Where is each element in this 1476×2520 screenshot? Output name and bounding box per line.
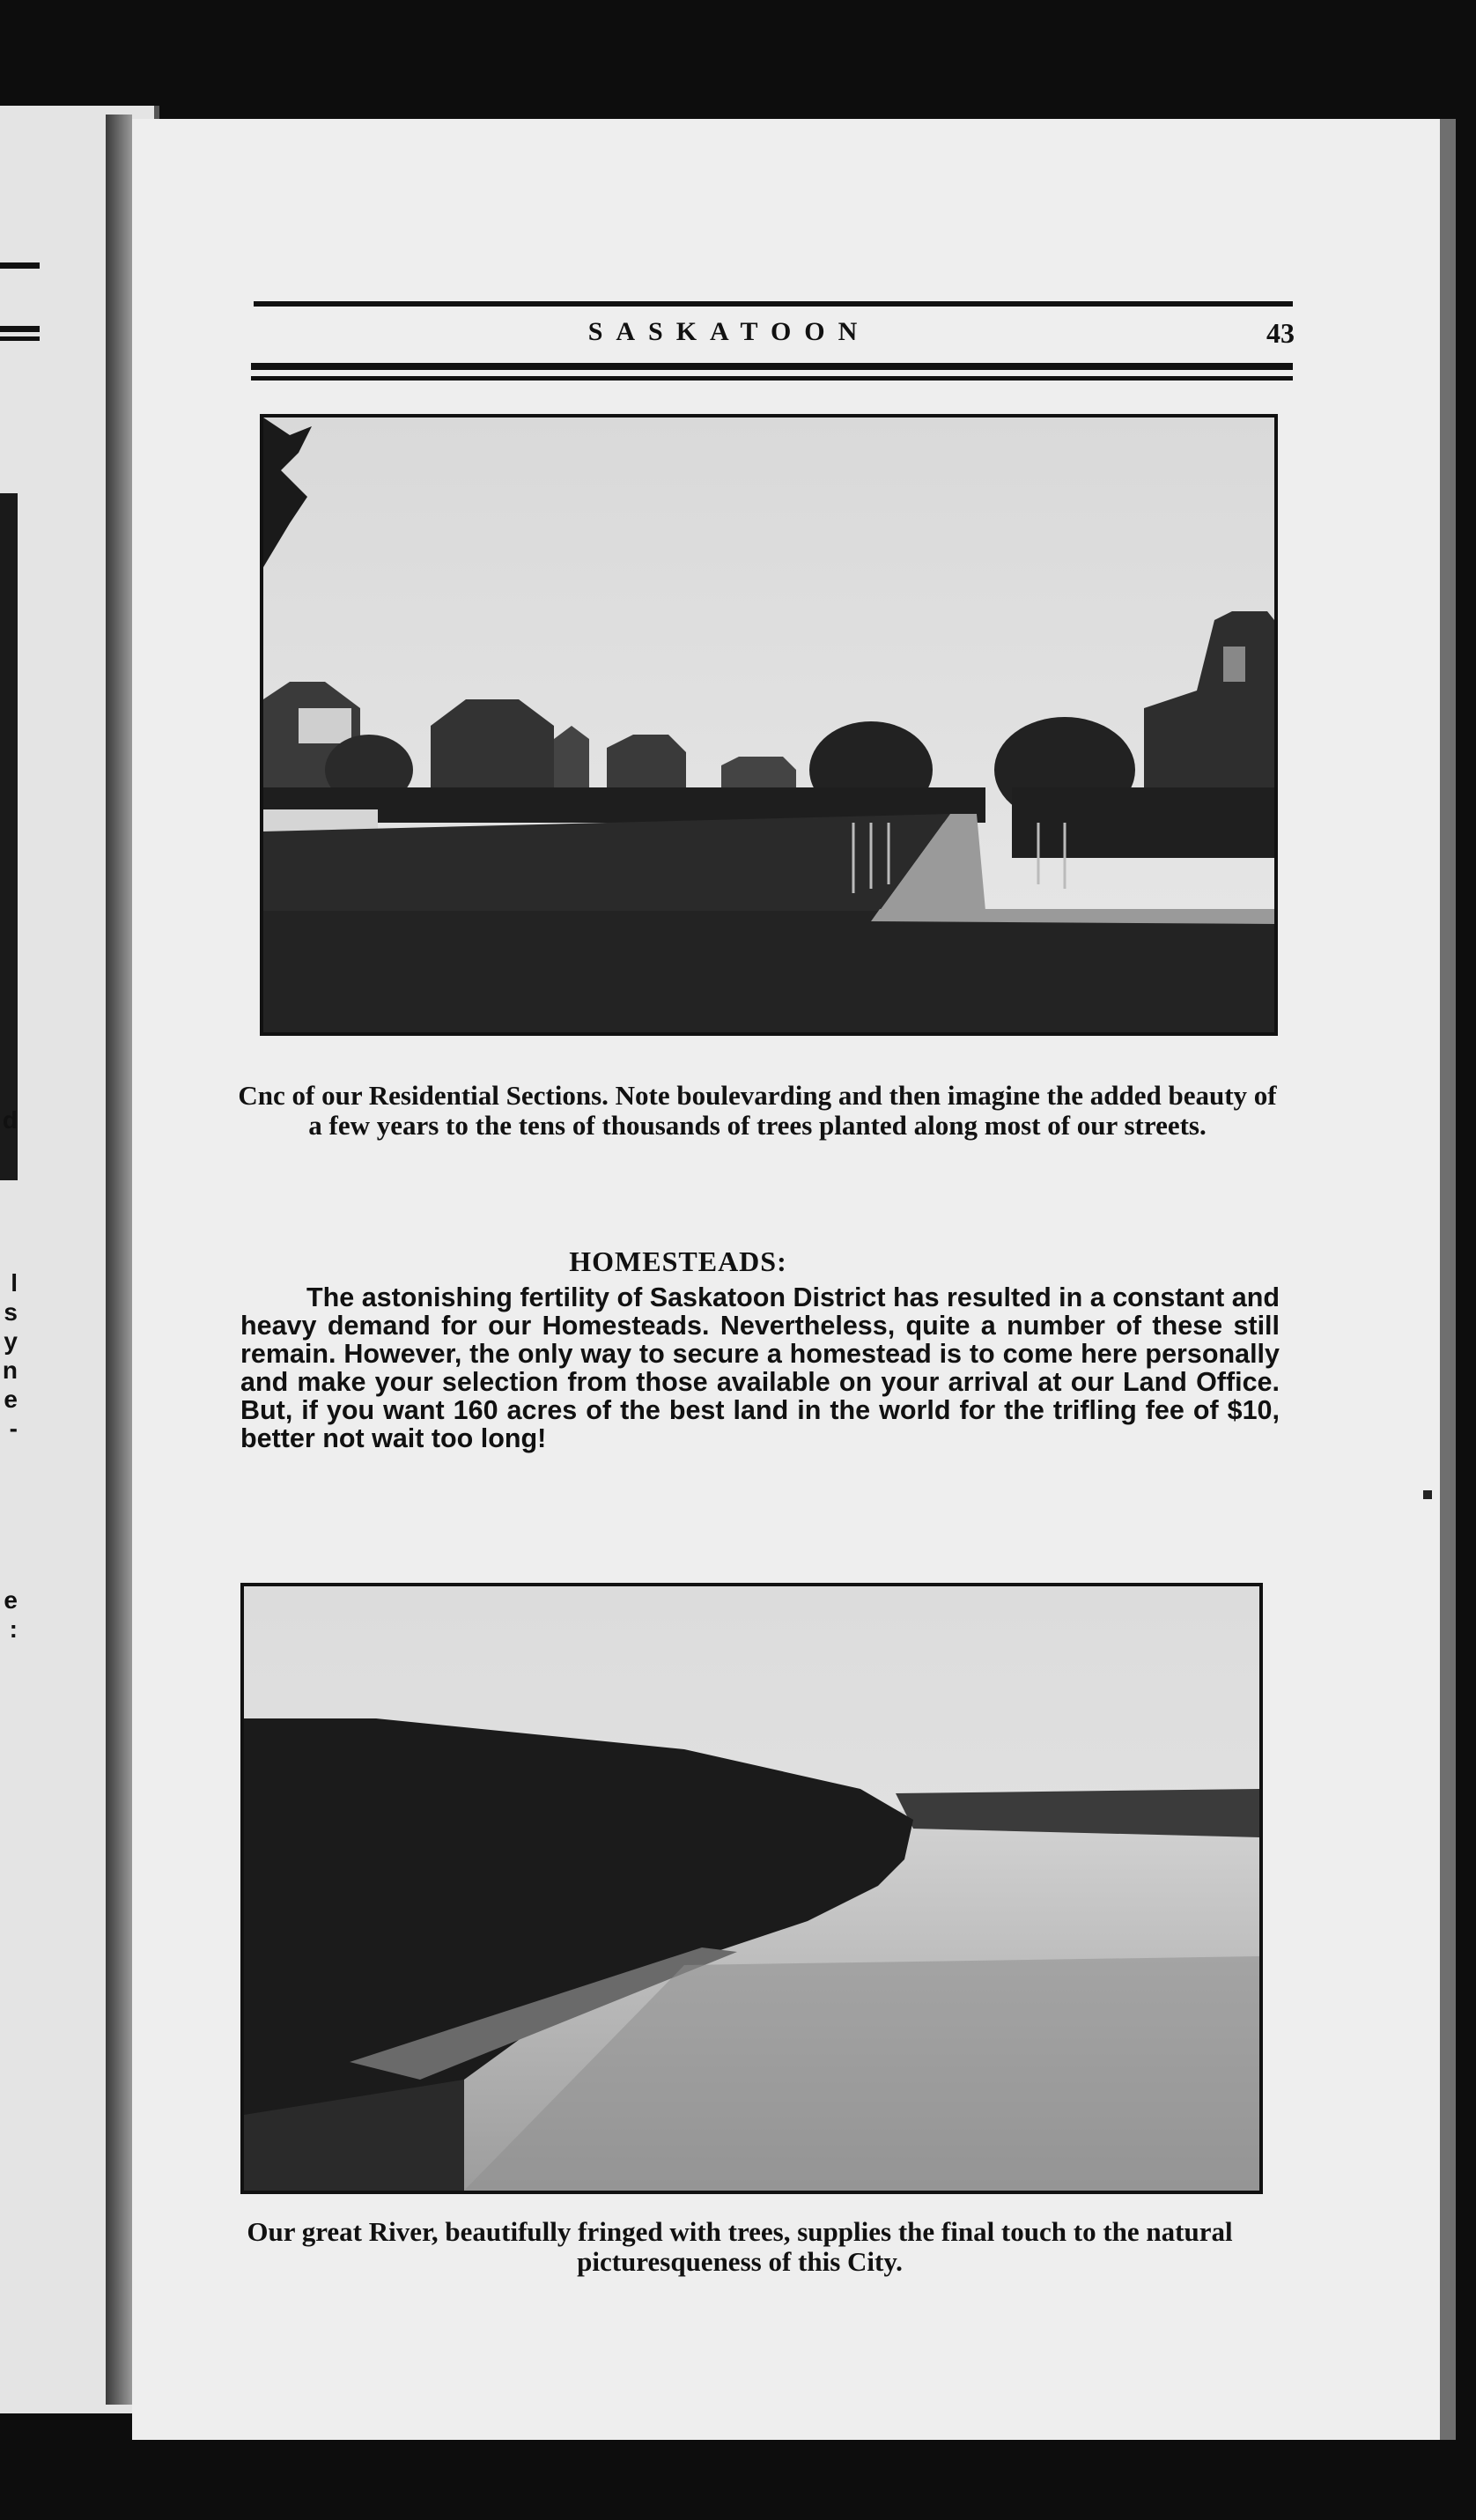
river-photo xyxy=(240,1583,1263,2194)
header-rule xyxy=(251,363,1293,370)
running-title: SASKATOON xyxy=(587,317,871,346)
header-rule xyxy=(254,301,1293,307)
facing-page-rule xyxy=(0,336,40,341)
header-rule xyxy=(251,376,1293,381)
book-page xyxy=(132,119,1456,2440)
homesteads-paragraph: The astonishing fertility of Saskatoon District has resulted in a constant and heavy demand for our Homesteads. Nevertheless, quite a number of these still remain. However, the only way to secure a homestead is to come here personally and make your selection from those available on your arrival at our Land Office. But, if you want 160 acres of the best land in the world for the trifling fee of $10, better not wait too long! xyxy=(240,1282,1280,1453)
facing-page-photo-edge xyxy=(0,493,18,1180)
book-gutter xyxy=(106,115,132,2405)
residential-street-photo xyxy=(260,414,1278,1036)
facing-page-rule xyxy=(0,326,40,332)
page-number: 43 xyxy=(1266,317,1295,349)
residential-photo-caption: Cnc of our Residential Sections. Note boulevarding and then imagine the added beauty of a few years to the tens of thousands of trees planted along most of our streets. xyxy=(238,1080,1277,1141)
section-heading: HOMESTEADS: xyxy=(569,1245,787,1277)
facing-page-text-fragment: l s y n e - xyxy=(2,1269,18,1442)
page-edge-mark xyxy=(1423,1490,1432,1499)
facing-page-text-fragment: e : xyxy=(4,1586,18,1643)
river-photo-caption: Our great River, beautifully fringed with trees, supplies the final touch to the natural picturesqueness of this City. xyxy=(247,2216,1233,2277)
facing-page-rule xyxy=(0,262,40,269)
facing-page-text-fragment: d xyxy=(2,1106,18,1134)
